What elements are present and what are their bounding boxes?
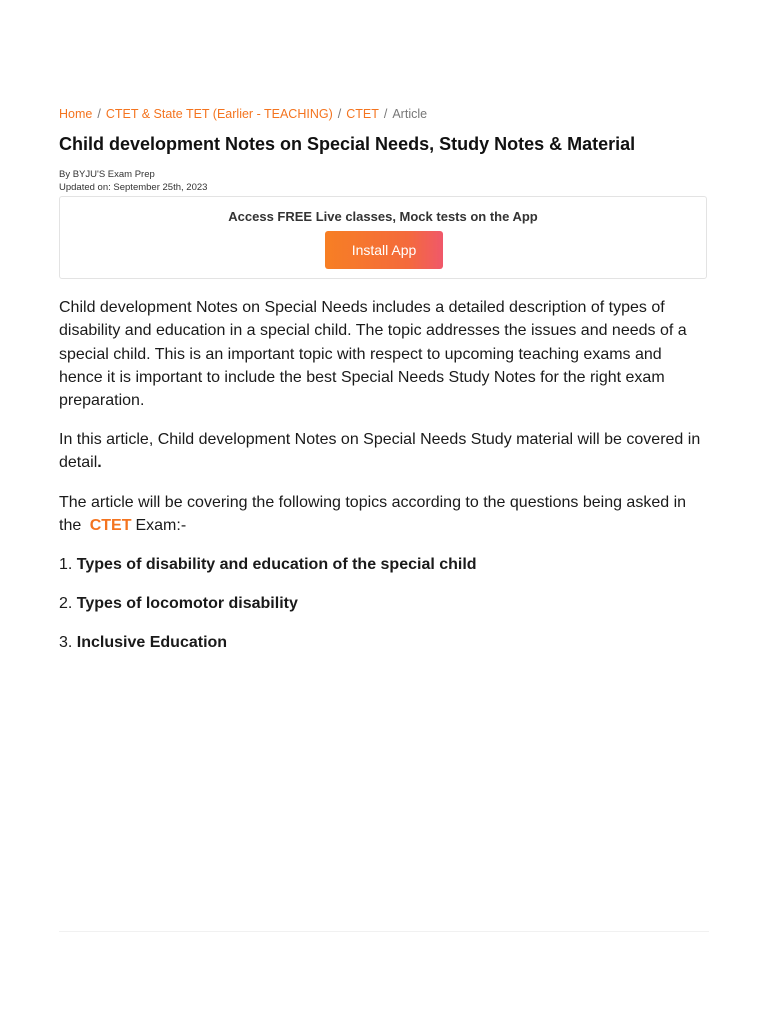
page-title: Child development Notes on Special Needs, Study Notes & Material (59, 134, 636, 154)
article-author: By BYJU'S Exam Prep (59, 169, 155, 180)
breadcrumb-home-link[interactable]: Home (59, 107, 93, 121)
topic-item (59, 631, 227, 654)
breadcrumb-current: Article (392, 107, 428, 121)
breadcrumb-category-link[interactable]: CTET & State TET (Earlier - TEACHING) (105, 107, 333, 121)
breadcrumb-separator: / (97, 107, 101, 121)
article-scope-paragraph (59, 428, 709, 475)
breadcrumb-separator: / (383, 107, 388, 121)
breadcrumb-separator: / (337, 107, 342, 121)
topic-label: Types of disability and education of the special child (76, 556, 477, 573)
app-promo-box (59, 196, 707, 279)
ctet-exam-link[interactable]: CTET (89, 517, 132, 535)
topics-intro-text: The article will be covering the following topics according to the questions being asked in the (59, 494, 687, 535)
topic-item (59, 553, 477, 576)
topics-intro-end: Exam:- (135, 517, 187, 535)
install-app-button[interactable]: Install App (325, 231, 443, 269)
topic-item (59, 592, 298, 615)
topics-intro-paragraph (59, 491, 709, 538)
topic-label: Inclusive Education (76, 634, 228, 651)
topic-number: 1. (59, 556, 73, 573)
article-updated-date: Updated on: September 25th, 2023 (59, 182, 208, 193)
article-meta (59, 168, 207, 194)
article-scope-text: In this article, Child development Notes on Special Needs Study material will be covered in detail (59, 431, 701, 472)
breadcrumb-section-link[interactable]: CTET (346, 107, 379, 121)
topic-label: Types of locomotor disability (76, 595, 298, 612)
topic-number: 2. (59, 595, 73, 612)
topic-number: 3. (59, 634, 73, 651)
breadcrumb (59, 106, 427, 122)
divider (59, 931, 709, 932)
app-promo-text: Access FREE Live classes, Mock tests on the App (228, 209, 538, 224)
article-scope-period: . (97, 454, 102, 472)
intro-paragraph: Child development Notes on Special Needs includes a detailed description of types of disability and education in a special child. The topic addresses the issues and needs of a special child. This is an important topic with respect to upcoming teaching exams and hence it is important to include the best Special Needs Study Notes for the right exam preparation. (59, 299, 687, 410)
